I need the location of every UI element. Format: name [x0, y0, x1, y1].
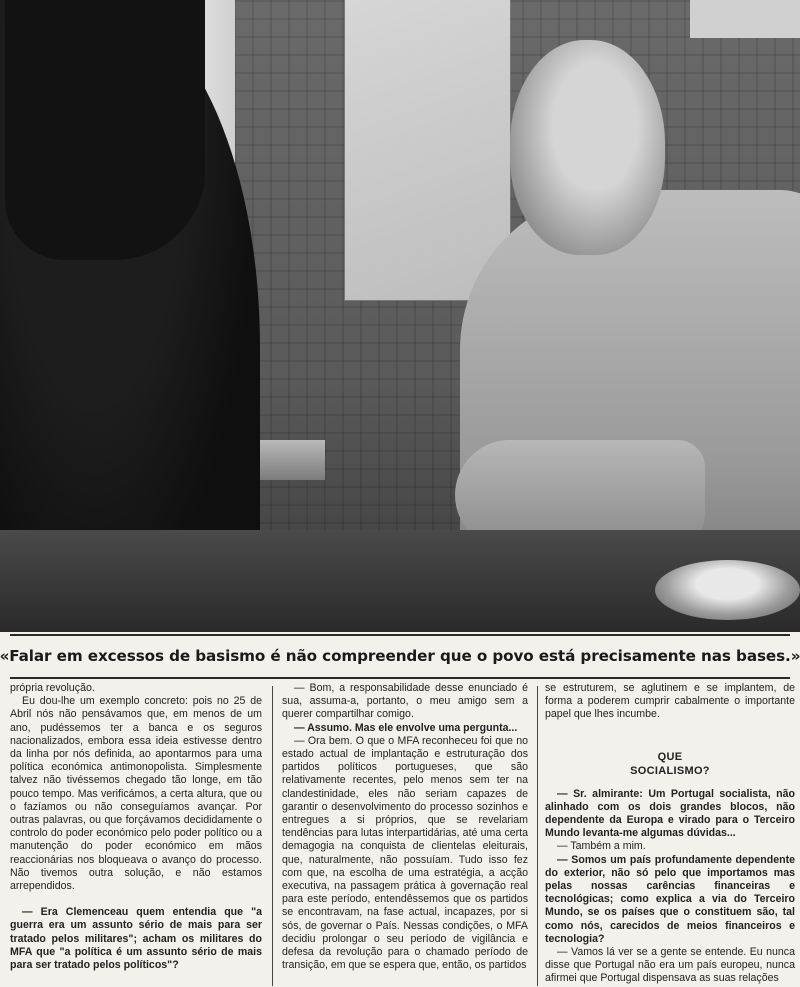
column-divider — [537, 686, 538, 986]
pull-quote: «Falar em excessos de basismo é não compreender que o povo está precisamente nas bases.» — [0, 647, 800, 665]
article-column-1 — [10, 682, 262, 987]
wall-calendar — [690, 0, 800, 38]
column-divider — [272, 686, 273, 986]
paragraph: própria revolução. — [10, 682, 95, 694]
section-heading: QUE SOCIALISMO? — [630, 750, 710, 777]
ashtray — [655, 560, 800, 620]
bottom-rule — [10, 677, 790, 679]
question-paragraph: — Sr. almirante: Um Portugal socialista, não alinhado com os dois grandes blocos, não dependente da Europa e virado para o Terceiro Mundo levanta-me algumas dúvidas... — [545, 787, 795, 840]
article-column-2 — [282, 682, 528, 987]
paragraph: — Também a mim. — [557, 840, 646, 853]
paragraph: — Ora bem. O que o MFA reconheceu foi que no estado actual de implantação e estruturação dos partidos políticos portugueses, que são relativamente recentes, pelo menos sem ter na clandestinidade, eles não seriam capazes de garantir o desenvolvimento do processo sozinhos e entregues a si próprios, que se revelariam tendências para lutas interpartidárias, até uma certa demagogia na conquista de clientelas eleiturais, que, naturalmente, não possuíam. Tudo isso fez com que, na escolha de uma estratégia, a acção executiva, na passagem prática à governação real para este período, entendêssemos que os partidos se encontravam, na fase actual, incapazes, por si sós, de governar o País. Nessas condições, o MFA decidiu prolongar o seu período de vigilância e defesa da revolução para o chamado período de transição, em que se espera que, então, os partidos — [282, 734, 528, 972]
question-paragraph: — Era Clemenceau quem entendia que "a guerra era um assunto sério de mais para ser tratado pelos militares"; acham os militares do MFA que "a política é um assunto sério de mais para ser tratado pelos políticos"? — [10, 906, 262, 972]
article-column-3 — [545, 682, 795, 987]
question-paragraph: — Somos um país profundamente dependente do exterior, não só pelo que importamos mas pelas nossas carências financeiras e tecnológicas; como explica a via do Terceiro Mundo, se os países que o constituem são, tal como nós, carecidos de meios financeiros e tecnologia? — [545, 853, 795, 945]
wall-poster — [345, 0, 510, 300]
paragraph: Eu dou-lhe um exemplo concreto: pois no 25 de Abril nós não pensávamos que, em menos de um ano, pudéssemos ter a banca e os seguros nacionalizados, embora essa ideia estivesse dentro da linha por nós definida, ao apontarmos para uma política económica antimonopolista. Simplesmente talvez não tivéssemos chegado tão longe, em tão pouco tempo. Mas verificámos, a certa altura, que ou o fazíamos ou não conseguíamos avançar. Por outras palavras, ou que forçávamos decididamente o controlo do poder económico pelo poder político ou a manutenção do poder económico em mãos reaccionárias nos bloqueava o avanço do processo. Não tivemos outra solução, e não estamos arrependidos. — [10, 695, 262, 893]
admiral-head — [510, 40, 665, 255]
paragraph: — Bom, a responsabilidade desse enunciado é sua, assuma-a, portanto, o meu amigo sem a querer compartilhar comigo. — [282, 682, 528, 721]
question-paragraph: — Assumo. Mas ele envolve uma pergunta... — [294, 721, 518, 734]
paragraph: se estruturem, se aglutinem e se implantem, de forma a poderem cumprir cabalmente o importante papel que lhes incumbe. — [545, 682, 795, 721]
paragraph: — Vamos lá ver se a gente se entende. Eu nunca disse que Portugal não era um país europeu, nunca afirmei que Portugal dispensava as suas relações — [545, 946, 795, 985]
interviewer-head — [5, 0, 205, 260]
